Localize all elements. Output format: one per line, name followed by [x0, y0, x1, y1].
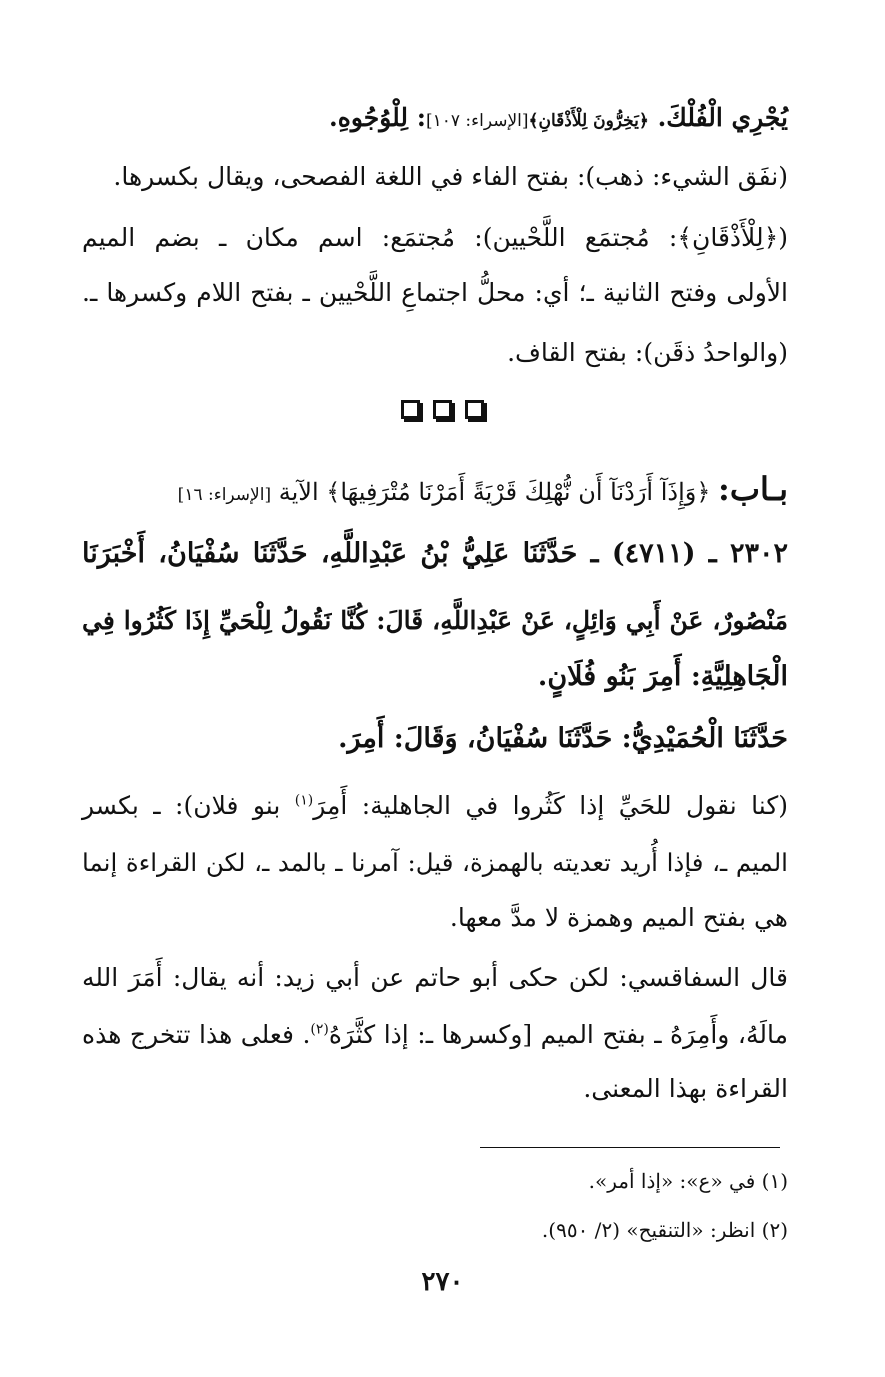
body-text: يُجْرِي الْفُلْكَ. — [657, 103, 788, 132]
body-text: : لِلْوُجُوهِ. — [329, 103, 426, 132]
chapter-verse: ﴿وَإِذَآ أَرَدْنَآ أَن نُّهْلِكَ قَرْيَةً أَمَرْنَا مُتْرَفِيهَا﴾ الآية — [278, 478, 711, 506]
separator-square — [465, 400, 484, 419]
chapter-label: بـاب: — [718, 470, 788, 508]
hadith-line-2: مَنْصُورٌ، عَنْ أَبِي وَائِلٍ، عَنْ عَبْدِاللَّهِ، قَالَ: كُنَّا نَقُولُ لِلْحَيِّ إِذَا كَثُرُوا فِي — [82, 606, 788, 635]
separator-square — [401, 400, 420, 419]
body-line-1 — [82, 95, 788, 144]
commentary-text: (كنا نقول للحَيِّ إذا كَثُروا في الجاهلية: أَمِرَ — [313, 791, 788, 820]
commentary-line-3: هي بفتح الميم وهمزة لا مدَّ معها. — [449, 903, 788, 932]
footnote-2: (٢) انظر: «التنقيح» (٢/ ٩٥٠). — [541, 1218, 788, 1242]
footnote-marker-2: (٢) — [310, 1021, 329, 1038]
body-line-3: (﴿لِلْأَذْقَانِ﴾: مُجتمَع اللَّحْيين): مُجتمَع: اسم مكان ـ بضم الميم — [82, 223, 788, 252]
hadith-line-4: حَدَّثَنَا الْحُمَيْدِيُّ: حَدَّثَنَا سُفْيَانُ، وَقَالَ: أَمِرَ. — [338, 723, 788, 754]
section-separator — [0, 400, 885, 419]
commentary-line-4: قال السفاقسي: لكن حكى أبو حاتم عن أبي زيد: أنه يقال: أَمَرَ الله — [82, 963, 788, 992]
quran-verse: ﴿يَخِرُّونَ لِلْأَذْقَانِ﴾ — [528, 111, 649, 131]
hadith-line-1: ٢٣٠٢ ـ (٤٧١١) ـ حَدَّثَنَا عَلِيُّ بْنُ عَبْدِاللَّهِ، حَدَّثَنَا سُفْيَانُ، أَخْبَرَنَا — [82, 538, 788, 569]
hadith-line-3: الْجَاهِلِيَّةِ: أَمِرَ بَنُو فُلَانٍ. — [537, 661, 788, 692]
verse-reference: [الإسراء: ١٠٧] — [425, 111, 529, 131]
chapter-heading — [178, 466, 788, 518]
body-line-5: (والواحدُ ذقَن): بفتح القاف. — [507, 338, 788, 367]
commentary-line-6: القراءة بهذا المعنى. — [583, 1074, 788, 1103]
commentary-line-2: الميم ـ، فإذا أُريد تعديته بالهمزة، قيل: آمرنا ـ بالمد ـ، لكن القراءة إنما — [82, 848, 788, 877]
separator-square — [433, 400, 452, 419]
commentary-text: مالَهُ، وأَمِرَهُ ـ بفتح الميم [وكسرها ـ: إذا كثَّرَهُ — [328, 1020, 788, 1049]
footnote-marker-1: (١) — [294, 792, 314, 809]
commentary-line-1 — [82, 783, 788, 829]
commentary-text: بنو فلان): ـ بكسر — [82, 791, 281, 820]
body-line-2: (نفَق الشيء: ذهب): بفتح الفاء في اللغة الفصحى، ويقال بكسرها. — [113, 162, 788, 191]
footnote-1: (١) في «ع»: «إذا أمر». — [588, 1169, 788, 1193]
footnote-divider — [480, 1147, 780, 1148]
chapter-verse-reference: [الإسراء: ١٦] — [177, 485, 272, 505]
page-number: ٢٧٠ — [421, 1267, 464, 1297]
body-line-4: الأولى وفتح الثانية ـ؛ أي: محلُّ اجتماعِ اللَّحْيين ـ بفتح اللام وكسرها ـ. — [82, 278, 788, 307]
commentary-line-5 — [82, 1012, 788, 1058]
commentary-text: . فعلى هذا تتخرج هذه — [82, 1020, 311, 1049]
